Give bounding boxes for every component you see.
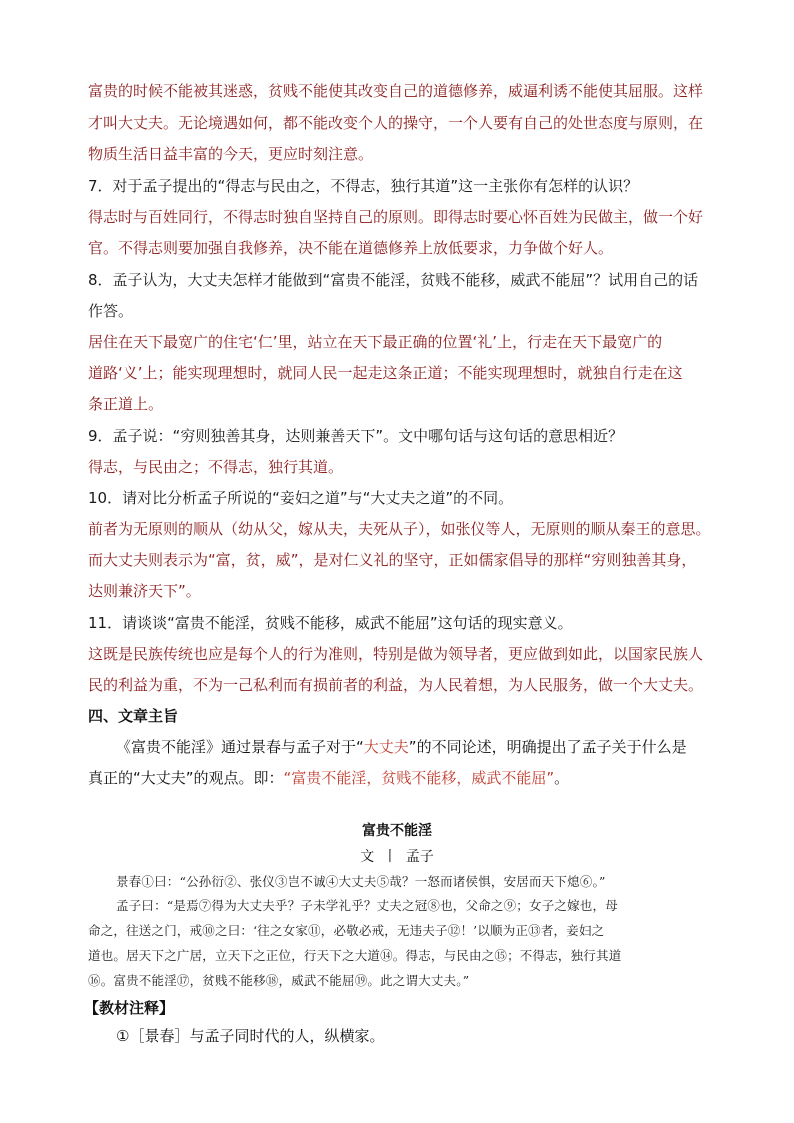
question-9: 9．孟子说：“穷则独善其身，达则兼善天下”。文中哪句话与这句话的意思相近？ [88,427,624,445]
classic-line: 孟子曰：“是焉⑦得为大丈夫乎？子未学礼乎？丈夫之冠⑧也，父命之⑨；女子之嫁也，母 [116,898,618,913]
answer-8-line: 条正道上。 [88,395,164,413]
theme-line-2 [88,768,569,788]
note-item: ①［景春］与孟子同时代的人，纵横家。 [116,1027,385,1045]
answer-line: 物质生活日益丰富的今天，更应时刻注意。 [88,145,374,163]
theme-text: 。 [554,769,570,787]
theme-text: ”的不同论述，明确提出了孟子关于什么是 [408,738,687,756]
theme-emphasis: 大丈夫 [363,738,409,756]
question-8-line: 8．孟子认为，大丈夫怎样才能做到“富贵不能淫，贫贱不能移，威武不能屈”？试用自己的话 [88,271,699,289]
text-author: 文 丨 孟子 [360,849,434,865]
answer-11-line: 这既是民族传统也应是每个人的行为准则，特别是做为领导者，更应做到如此，以国家民族人 [88,645,704,663]
theme-line-1 [116,737,687,757]
text-title: 富贵不能淫 [362,823,432,839]
question-7: 7．对于孟子提出的“得志与民由之，不得志，独行其道”这一主张你有怎样的认识？ [88,177,639,195]
answer-7-line: 得志时与百姓同行，不得志时独自坚持自己的原则。即得志时要心怀百姓为民做主，做一个好 [88,208,704,226]
answer-8-line: 道路‘义’上；能实现理想时，就同人民一起走这条正道；不能实现理想时，就独自行走在这 [88,364,683,382]
answer-line: 富贵的时候不能被其迷惑，贫贱不能使其改变自己的道德修养，威逼利诱不能使其屈服。这样 [88,82,704,100]
question-11: 11．请谈谈“富贵不能淫，贫贱不能移，威武不能屈”这句话的现实意义。 [88,614,573,632]
answer-8-line: 居住在天下最宽广的住宅‘仁’里，站立在天下最正确的位置‘礼’上，行走在天下最宽广的 [88,333,663,351]
theme-text: 真正的“大丈夫”的观点。即： [88,769,284,787]
notes-heading: 【教材注释】 [84,999,175,1017]
theme-text: 《富贵不能淫》通过景春与孟子对于“ [116,738,364,756]
answer-line: 才叫大丈夫。无论境遇如何，都不能改变个人的操守，一个人要有自己的处世态度与原则，在 [88,114,704,132]
classic-line: 命之，往送之门，戒⑩之曰：‘往之女家⑪，必敬必戒，无违夫子⑫！’以顺为正⑬者，妾妇之 [88,923,605,938]
question-8-line: 作答。 [88,302,134,320]
answer-10-line: 达则兼济天下”。 [88,582,201,600]
question-10: 10．请对比分析孟子所说的“妾妇之道”与“大丈夫之道”的不同。 [88,489,514,507]
answer-11-line: 民的利益为重，不为一己私利而有损前者的利益，为人民着想，为人民服务，做一个大丈夫。 [88,676,704,694]
answer-9: 得志，与民由之；不得志，独行其道。 [88,458,344,476]
theme-emphasis: “富贵不能淫，贫贱不能移，威武不能屈” [283,769,555,787]
answer-10-line: 而大丈夫则表示为“富，贫，威”，是对仁义礼的坚守，正如儒家倡导的那样“穷则独善其身， [88,551,697,569]
classic-line: ⑯。富贵不能淫⑰，贫贱不能移⑱，威武不能屈⑲。此之谓大丈夫。” [88,973,470,988]
section-heading: 四、文章主旨 [88,707,179,725]
answer-10-line: 前者为无原则的顺从（幼从父，嫁从夫，夫死从子），如张仪等人，无原则的顺从秦王的意思。 [88,520,711,538]
classic-line: 道也。居天下之广居，立天下之正位，行天下之大道⑭。得志，与民由之⑮；不得志，独行其道 [88,948,622,963]
classic-line: 景春①曰：“公孙衍②、张仪③岂不诚④大丈夫⑤哉？一怒而诸侯惧，安居而天下熄⑥。” [116,874,606,889]
answer-7-line: 官。不得志则要加强自我修养，决不能在道德修养上放低要求，力争做个好人。 [88,239,614,257]
